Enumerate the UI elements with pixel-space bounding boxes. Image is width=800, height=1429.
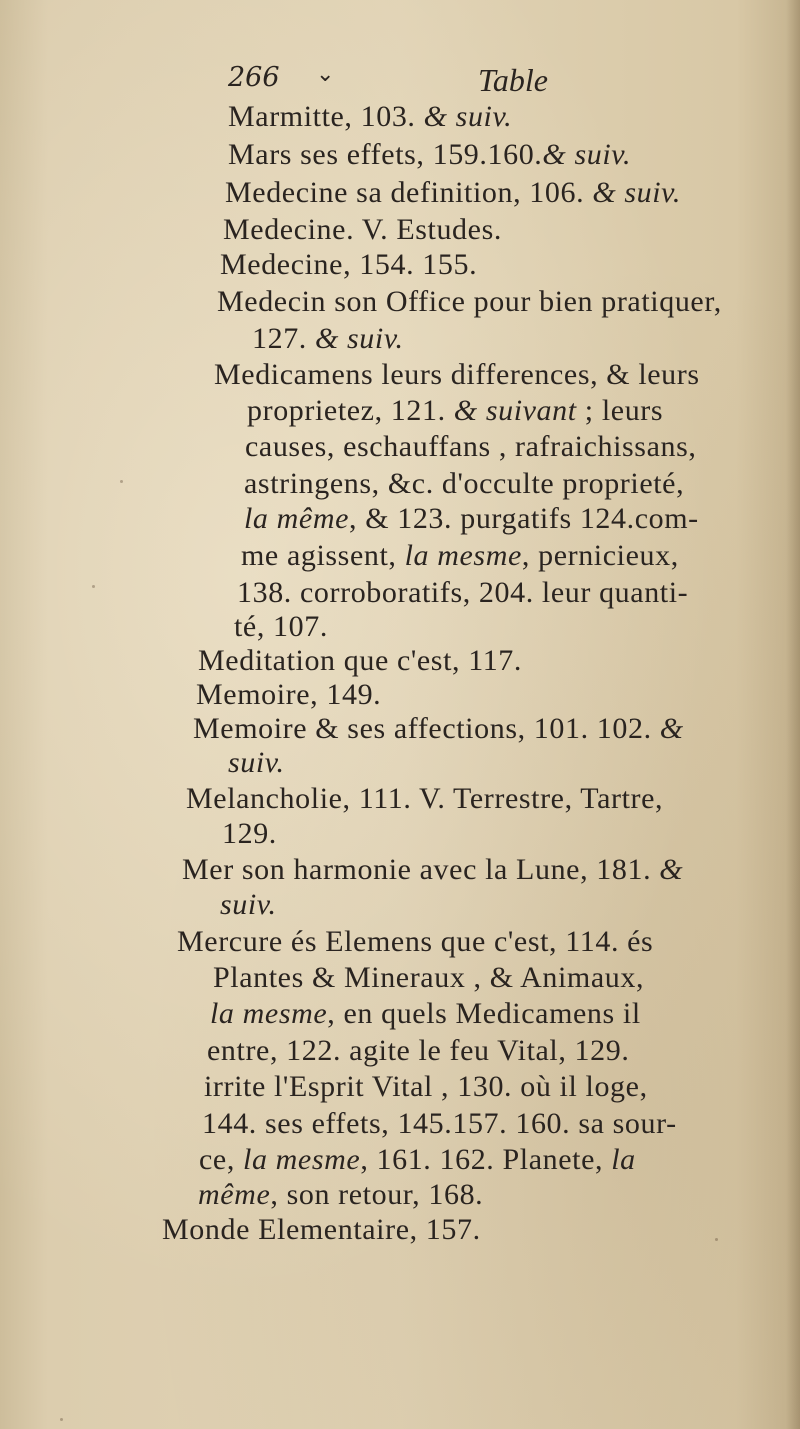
- entry-italic-text: la: [611, 1143, 636, 1176]
- index-line: [237, 576, 688, 610]
- index-line: [213, 961, 644, 995]
- entry-text: ; leurs: [576, 394, 664, 427]
- entry-italic-text: la mesme: [243, 1143, 361, 1176]
- index-line: [210, 997, 641, 1031]
- entry-italic-text: &: [659, 853, 684, 886]
- entry-text: Meditation que c'est, 117.: [198, 644, 522, 677]
- entry-text: Medecin son Office pour bien pratiquer,: [217, 285, 722, 318]
- index-line: [186, 782, 663, 816]
- entry-text: , son retour, 168.: [270, 1178, 484, 1211]
- index-line: [198, 1178, 483, 1212]
- entry-text: Marmitte, 103.: [228, 100, 424, 133]
- entry-text: Medecine, 154. 155.: [220, 248, 478, 281]
- index-line: [228, 746, 285, 780]
- index-line: [228, 100, 512, 134]
- entry-italic-text: & suiv.: [423, 100, 513, 133]
- entry-text: Medicamens leurs differences, & leurs: [214, 358, 700, 391]
- entry-text: té, 107.: [234, 610, 328, 643]
- entry-text: Monde Elementaire, 157.: [162, 1213, 481, 1246]
- index-line: [222, 817, 277, 851]
- index-line: [244, 502, 699, 536]
- entry-text: 129.: [222, 817, 277, 850]
- index-line: [193, 712, 684, 746]
- entry-text: Mer son harmonie avec la Lune, 181.: [182, 853, 660, 886]
- entry-text: ce,: [199, 1143, 244, 1176]
- index-line: [220, 888, 277, 922]
- entry-text: Mars ses effets, 159.160.: [228, 138, 543, 171]
- index-line: [220, 248, 477, 282]
- index-line: [252, 322, 404, 356]
- catchword-mark: ⌄: [316, 62, 335, 87]
- running-title: Table: [478, 62, 548, 98]
- entry-italic-text: & suiv.: [315, 322, 404, 355]
- entry-italic-text: & suivant: [453, 394, 577, 427]
- index-line: [247, 394, 663, 428]
- entry-text: Memoire & ses affections, 101. 102.: [193, 712, 660, 745]
- index-line: [245, 430, 696, 464]
- entry-text: causes, eschauffans , rafraichissans,: [245, 430, 697, 463]
- index-line: [204, 1070, 648, 1104]
- index-line: [202, 1107, 677, 1141]
- index-line: [198, 644, 522, 678]
- index-line: [241, 539, 679, 573]
- entry-italic-text: & suiv.: [542, 138, 632, 171]
- entry-text: 138. corroboratifs, 204. leur quanti-: [237, 576, 689, 609]
- index-line: [223, 213, 502, 247]
- entry-text: Plantes & Mineraux , & Animaux,: [213, 961, 645, 994]
- index-line: [244, 467, 684, 501]
- entry-italic-text: la mesme: [210, 997, 328, 1030]
- entry-text: Medecine. V. Estudes.: [223, 213, 502, 246]
- entry-text: , & 123. purgatifs 124.com-: [349, 502, 699, 535]
- entry-italic-text: suiv.: [228, 746, 285, 779]
- index-line: [199, 1143, 636, 1177]
- index-line: [214, 358, 700, 392]
- index-line: [234, 610, 328, 644]
- entry-text: astringens, &c. d'occulte proprieté,: [244, 467, 685, 500]
- index-line: [162, 1213, 481, 1247]
- index-line: [207, 1034, 629, 1068]
- index-line: [228, 138, 631, 172]
- entry-text: Melancholie, 111. V. Terrestre, Tartre,: [186, 782, 664, 815]
- entry-italic-text: & suiv.: [592, 176, 681, 209]
- entry-italic-text: la mesme: [404, 539, 522, 572]
- entry-text: irrite l'Esprit Vital , 130. où il loge,: [204, 1070, 648, 1103]
- entry-text: , 161. 162. Planete,: [360, 1143, 612, 1176]
- entry-text: entre, 122. agite le feu Vital, 129.: [207, 1034, 630, 1067]
- index-line: [217, 285, 722, 319]
- entry-text: me agissent,: [241, 539, 405, 572]
- index-line: [225, 176, 681, 210]
- entry-text: Mercure és Elemens que c'est, 114. és: [177, 925, 654, 958]
- entry-text: , en quels Medicamens il: [327, 997, 641, 1030]
- index-line: [177, 925, 653, 959]
- index-line: [182, 853, 683, 887]
- page-number: 266: [228, 62, 280, 93]
- entry-text: 127.: [252, 322, 315, 355]
- entry-text: Memoire, 149.: [196, 678, 382, 711]
- entry-italic-text: &: [659, 712, 684, 745]
- entry-italic-text: suiv.: [220, 888, 277, 921]
- index-line: [196, 678, 381, 712]
- entry-text: , pernicieux,: [521, 539, 679, 572]
- entry-italic-text: la même: [244, 502, 349, 535]
- entry-italic-text: même: [198, 1178, 271, 1211]
- entry-text: Medecine sa definition, 106.: [225, 176, 593, 209]
- entry-text: proprietez, 121.: [247, 394, 454, 427]
- entry-text: 144. ses effets, 145.157. 160. sa sour-: [202, 1107, 677, 1140]
